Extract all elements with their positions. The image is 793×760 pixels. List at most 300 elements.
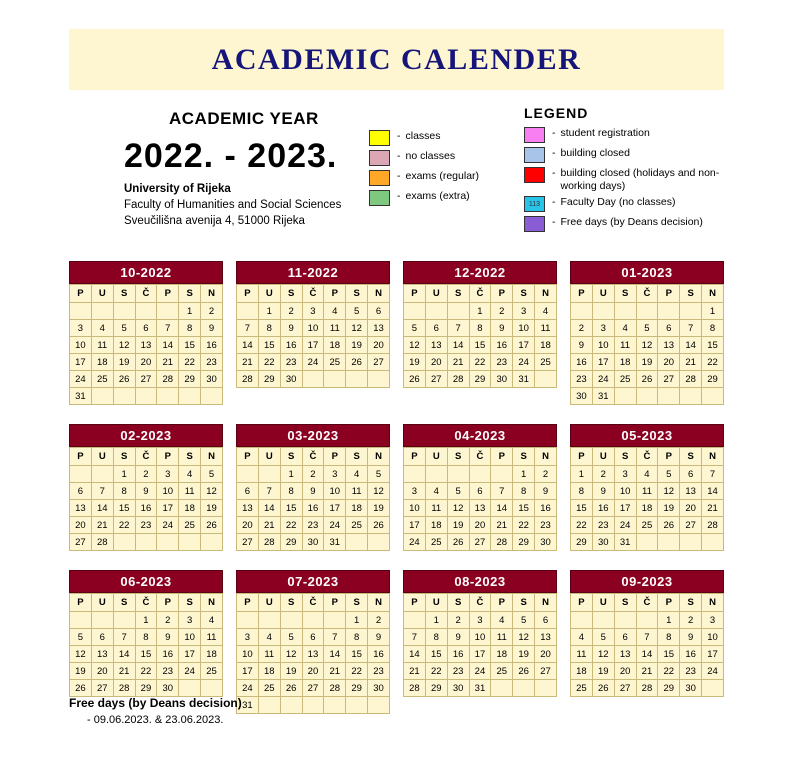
day-cell: 22 [280, 517, 302, 534]
weekday-header: Č [302, 448, 324, 466]
footer-item: - 09.06.2023. & 23.06.2023. [87, 714, 224, 726]
week-row [70, 663, 223, 680]
day-cell: 4 [571, 629, 593, 646]
month-title: 07-2023 [236, 570, 390, 593]
day-cell: 24 [324, 517, 346, 534]
weekday-header: P [404, 448, 426, 466]
day-cell: 30 [491, 371, 513, 388]
empty-cell [157, 303, 179, 320]
week-row [237, 517, 390, 534]
day-cell: 2 [447, 612, 469, 629]
weekday-header: U [91, 448, 113, 466]
week-row [237, 466, 390, 483]
day-cell: 2 [535, 466, 557, 483]
day-cell: 29 [258, 371, 280, 388]
academic-year-label: ACADEMIC YEAR [169, 109, 319, 128]
weekday-header: P [70, 594, 92, 612]
day-cell: 6 [135, 320, 157, 337]
weekday-header: S [179, 448, 201, 466]
day-cell: 13 [70, 500, 92, 517]
title-banner [69, 29, 724, 90]
day-cell: 3 [592, 320, 614, 337]
empty-cell [346, 371, 368, 388]
weekday-header: S [280, 594, 302, 612]
weekday-header-row [70, 448, 223, 466]
week-row [70, 517, 223, 534]
legend-dash: - [397, 190, 401, 202]
weekday-header: N [535, 594, 557, 612]
day-cell: 1 [571, 466, 593, 483]
legend-item [524, 216, 721, 232]
day-cell: 4 [91, 320, 113, 337]
month-block [570, 570, 724, 714]
day-cell: 16 [491, 337, 513, 354]
day-cell: 7 [258, 483, 280, 500]
empty-cell [614, 303, 636, 320]
week-row [70, 303, 223, 320]
day-cell: 28 [447, 371, 469, 388]
day-cell: 1 [658, 612, 680, 629]
day-cell: 6 [469, 483, 491, 500]
day-cell: 4 [491, 612, 513, 629]
day-cell: 5 [513, 612, 535, 629]
week-row [404, 500, 557, 517]
weekday-header: Č [135, 285, 157, 303]
day-cell: 12 [280, 646, 302, 663]
weekday-header: P [571, 448, 593, 466]
weekday-header: S [113, 285, 135, 303]
day-cell: 18 [258, 663, 280, 680]
weekday-header-row [237, 285, 390, 303]
day-cell: 23 [535, 517, 557, 534]
weekday-header: Č [469, 285, 491, 303]
day-cell: 13 [614, 646, 636, 663]
day-cell: 19 [201, 500, 223, 517]
legend-item [524, 127, 721, 143]
day-cell: 10 [614, 483, 636, 500]
empty-cell [636, 534, 658, 551]
day-cell: 22 [513, 517, 535, 534]
month-block [236, 261, 390, 405]
empty-cell [91, 303, 113, 320]
weekday-header: Č [636, 594, 658, 612]
day-cell: 12 [368, 483, 390, 500]
day-cell: 26 [70, 680, 92, 697]
empty-cell [368, 371, 390, 388]
week-row [404, 466, 557, 483]
day-cell: 3 [302, 303, 324, 320]
day-cell: 4 [324, 303, 346, 320]
day-cell: 28 [404, 680, 426, 697]
month-title: 04-2023 [403, 424, 557, 447]
empty-cell [179, 388, 201, 405]
week-row [237, 320, 390, 337]
day-cell: 24 [179, 663, 201, 680]
day-cell: 27 [237, 534, 259, 551]
legend-item [369, 170, 479, 186]
empty-cell [113, 388, 135, 405]
day-cell: 19 [447, 517, 469, 534]
day-cell: 6 [680, 466, 702, 483]
day-cell: 1 [179, 303, 201, 320]
legend-label: exams (regular) [405, 170, 480, 182]
empty-cell [447, 303, 469, 320]
day-cell: 18 [535, 337, 557, 354]
weekday-header: P [324, 448, 346, 466]
week-row [237, 303, 390, 320]
week-row [404, 663, 557, 680]
day-cell: 24 [702, 663, 724, 680]
day-cell: 17 [302, 337, 324, 354]
empty-cell [614, 388, 636, 405]
weekday-header: Č [636, 448, 658, 466]
day-cell: 20 [535, 646, 557, 663]
day-cell: 3 [157, 466, 179, 483]
weekday-header: S [280, 448, 302, 466]
day-cell: 27 [70, 534, 92, 551]
day-cell: 4 [614, 320, 636, 337]
weekday-header: U [258, 448, 280, 466]
day-cell: 20 [614, 663, 636, 680]
day-cell: 11 [346, 483, 368, 500]
day-cell: 21 [404, 663, 426, 680]
day-cell: 3 [70, 320, 92, 337]
day-cell: 24 [592, 371, 614, 388]
day-cell: 15 [346, 646, 368, 663]
week-row [70, 388, 223, 405]
day-cell: 21 [258, 517, 280, 534]
day-cell: 10 [237, 646, 259, 663]
day-cell: 30 [201, 371, 223, 388]
day-cell: 27 [302, 680, 324, 697]
day-cell: 7 [404, 629, 426, 646]
day-cell: 25 [571, 680, 593, 697]
weekday-header: N [368, 285, 390, 303]
day-cell: 11 [179, 483, 201, 500]
day-cell: 6 [368, 303, 390, 320]
week-row [571, 483, 724, 500]
empty-cell [302, 371, 324, 388]
day-cell: 1 [513, 466, 535, 483]
day-cell: 30 [571, 388, 593, 405]
empty-cell [404, 612, 426, 629]
day-cell: 3 [702, 612, 724, 629]
day-cell: 10 [179, 629, 201, 646]
day-cell: 18 [91, 354, 113, 371]
legend-label: Faculty Day (no classes) [560, 196, 676, 208]
empty-cell [571, 303, 593, 320]
day-cell: 30 [447, 680, 469, 697]
day-cell: 24 [469, 663, 491, 680]
day-cell: 8 [702, 320, 724, 337]
day-cell: 24 [302, 354, 324, 371]
day-cell: 25 [491, 663, 513, 680]
day-cell: 12 [592, 646, 614, 663]
day-cell: 18 [425, 517, 447, 534]
day-cell: 29 [346, 680, 368, 697]
weekday-header: P [658, 448, 680, 466]
day-cell: 31 [469, 680, 491, 697]
day-cell: 27 [425, 371, 447, 388]
day-cell: 20 [91, 663, 113, 680]
day-cell: 26 [447, 534, 469, 551]
day-cell: 19 [636, 354, 658, 371]
month-title: 01-2023 [570, 261, 724, 284]
day-cell: 6 [70, 483, 92, 500]
day-cell: 9 [280, 320, 302, 337]
empty-cell [237, 612, 259, 629]
month-block [69, 570, 223, 714]
day-cell: 22 [702, 354, 724, 371]
day-cell: 15 [658, 646, 680, 663]
month-table [69, 593, 223, 697]
header-block [69, 95, 724, 255]
day-cell: 1 [258, 303, 280, 320]
faculty-name: Faculty of Humanities and Social Sciences [124, 199, 342, 211]
empty-cell [592, 612, 614, 629]
day-cell: 30 [368, 680, 390, 697]
day-cell: 21 [113, 663, 135, 680]
week-row [404, 534, 557, 551]
day-cell: 7 [636, 629, 658, 646]
day-cell: 26 [592, 680, 614, 697]
day-cell: 1 [280, 466, 302, 483]
day-cell: 26 [280, 680, 302, 697]
empty-cell [302, 612, 324, 629]
week-row [404, 354, 557, 371]
month-title: 05-2023 [570, 424, 724, 447]
weekday-header: P [491, 448, 513, 466]
day-cell: 30 [302, 534, 324, 551]
week-row [571, 534, 724, 551]
day-cell: 15 [179, 337, 201, 354]
day-cell: 28 [157, 371, 179, 388]
week-row [237, 646, 390, 663]
day-cell: 29 [469, 371, 491, 388]
day-cell: 20 [368, 337, 390, 354]
week-row [237, 483, 390, 500]
day-cell: 13 [237, 500, 259, 517]
day-cell: 5 [636, 320, 658, 337]
day-cell: 17 [592, 354, 614, 371]
day-cell: 13 [680, 483, 702, 500]
academic-year-value: 2022. - 2023. [124, 137, 338, 175]
legend-swatch-icon [524, 216, 545, 232]
week-row [404, 371, 557, 388]
empty-cell [425, 303, 447, 320]
month-table [236, 284, 390, 388]
legend-right-column [524, 105, 721, 236]
day-cell: 5 [113, 320, 135, 337]
day-cell: 31 [237, 697, 259, 714]
weekday-header: P [324, 594, 346, 612]
day-cell: 16 [135, 500, 157, 517]
weekday-header: S [513, 448, 535, 466]
day-cell: 6 [535, 612, 557, 629]
day-cell: 3 [237, 629, 259, 646]
weekday-header: P [237, 285, 259, 303]
day-cell: 26 [658, 517, 680, 534]
day-cell: 3 [469, 612, 491, 629]
week-row [571, 388, 724, 405]
day-cell: 28 [91, 534, 113, 551]
day-cell: 5 [658, 466, 680, 483]
day-cell: 19 [346, 337, 368, 354]
weekday-header: U [425, 285, 447, 303]
day-cell: 14 [680, 337, 702, 354]
month-block [236, 570, 390, 714]
day-cell: 24 [513, 354, 535, 371]
empty-cell [702, 388, 724, 405]
day-cell: 9 [491, 320, 513, 337]
month-block [403, 261, 557, 405]
weekday-header: S [346, 448, 368, 466]
day-cell: 9 [157, 629, 179, 646]
day-cell: 22 [346, 663, 368, 680]
day-cell: 18 [346, 500, 368, 517]
legend-item [524, 147, 721, 163]
day-cell: 28 [636, 680, 658, 697]
week-row [404, 646, 557, 663]
weekday-header: Č [135, 448, 157, 466]
day-cell: 28 [324, 680, 346, 697]
day-cell: 18 [571, 663, 593, 680]
day-cell: 23 [447, 663, 469, 680]
empty-cell [201, 534, 223, 551]
day-cell: 5 [346, 303, 368, 320]
day-cell: 12 [70, 646, 92, 663]
legend-label: no classes [405, 150, 456, 162]
legend-dash: - [552, 167, 556, 179]
weekday-header: Č [302, 594, 324, 612]
day-cell: 24 [157, 517, 179, 534]
day-cell: 3 [404, 483, 426, 500]
weekday-header: S [513, 285, 535, 303]
day-cell: 17 [237, 663, 259, 680]
day-cell: 25 [258, 680, 280, 697]
day-cell: 26 [404, 371, 426, 388]
weekday-header-row [237, 594, 390, 612]
day-cell: 7 [91, 483, 113, 500]
day-cell: 4 [535, 303, 557, 320]
empty-cell [157, 388, 179, 405]
empty-cell [702, 534, 724, 551]
day-cell: 14 [324, 646, 346, 663]
day-cell: 23 [592, 517, 614, 534]
day-cell: 11 [91, 337, 113, 354]
day-cell: 6 [302, 629, 324, 646]
legend-dash: - [397, 130, 401, 142]
day-cell: 18 [636, 500, 658, 517]
day-cell: 16 [302, 500, 324, 517]
day-cell: 8 [346, 629, 368, 646]
month-table [570, 284, 724, 405]
day-cell: 14 [636, 646, 658, 663]
day-cell: 29 [179, 371, 201, 388]
week-row [70, 354, 223, 371]
week-row [70, 483, 223, 500]
empty-cell [513, 680, 535, 697]
day-cell: 4 [258, 629, 280, 646]
day-cell: 10 [404, 500, 426, 517]
day-cell: 18 [491, 646, 513, 663]
day-cell: 21 [157, 354, 179, 371]
legend-dash: - [552, 216, 556, 228]
day-cell: 15 [258, 337, 280, 354]
empty-cell [702, 680, 724, 697]
day-cell: 11 [425, 500, 447, 517]
weekday-header: N [201, 448, 223, 466]
day-cell: 26 [636, 371, 658, 388]
weekday-header: U [425, 594, 447, 612]
day-cell: 2 [592, 466, 614, 483]
day-cell: 12 [658, 483, 680, 500]
empty-cell [469, 466, 491, 483]
weekday-header: Č [135, 594, 157, 612]
legend-swatch-icon [369, 170, 390, 186]
empty-cell [491, 466, 513, 483]
legend-swatch-icon [524, 167, 545, 183]
day-cell: 5 [592, 629, 614, 646]
legend-dash: - [397, 150, 401, 162]
day-cell: 5 [280, 629, 302, 646]
weekday-header-row [70, 285, 223, 303]
day-cell: 11 [491, 629, 513, 646]
day-cell: 29 [280, 534, 302, 551]
empty-cell [113, 303, 135, 320]
day-cell: 2 [280, 303, 302, 320]
day-cell: 11 [258, 646, 280, 663]
day-cell: 12 [201, 483, 223, 500]
empty-cell [571, 612, 593, 629]
day-cell: 8 [135, 629, 157, 646]
week-row [404, 517, 557, 534]
month-block [69, 261, 223, 405]
day-cell: 7 [157, 320, 179, 337]
legend-item [369, 190, 479, 206]
week-row [571, 371, 724, 388]
address-line: Sveučilišna avenija 4, 51000 Rijeka [124, 215, 305, 227]
empty-cell [179, 534, 201, 551]
day-cell: 7 [113, 629, 135, 646]
day-cell: 4 [346, 466, 368, 483]
week-row [70, 629, 223, 646]
empty-cell [237, 466, 259, 483]
day-cell: 20 [469, 517, 491, 534]
week-row [70, 680, 223, 697]
weekday-header: U [258, 594, 280, 612]
empty-cell [614, 612, 636, 629]
empty-cell [404, 303, 426, 320]
month-block [69, 424, 223, 551]
day-cell: 10 [70, 337, 92, 354]
day-cell: 16 [447, 646, 469, 663]
month-title: 08-2023 [403, 570, 557, 593]
day-cell: 25 [346, 517, 368, 534]
month-block [570, 424, 724, 551]
month-title: 09-2023 [570, 570, 724, 593]
weekday-header: P [237, 594, 259, 612]
day-cell: 27 [614, 680, 636, 697]
footer-title: Free days (by Deans decision) [69, 696, 242, 710]
day-cell: 1 [469, 303, 491, 320]
day-cell: 16 [280, 337, 302, 354]
day-cell: 21 [702, 500, 724, 517]
empty-cell [368, 534, 390, 551]
day-cell: 19 [404, 354, 426, 371]
weekday-header: N [702, 594, 724, 612]
legend-swatch-icon [369, 190, 390, 206]
